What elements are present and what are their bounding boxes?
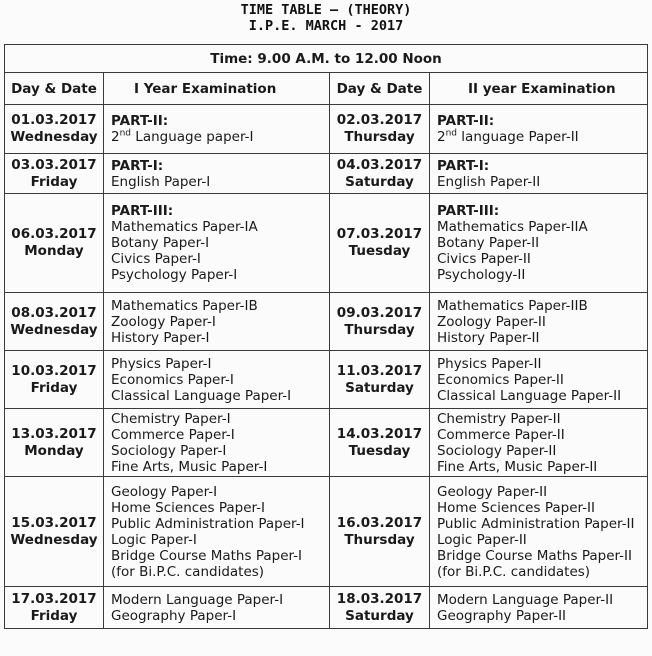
time-row [5, 45, 648, 73]
document-title [0, 2, 652, 34]
exam-date: 15.03.2017 [11, 514, 97, 531]
subject-line: Bridge Course Maths Paper-I [111, 547, 303, 564]
exam-weekday: Friday [30, 607, 78, 624]
first-year-exams-cell [104, 587, 330, 629]
second-year-exams-cell [430, 477, 648, 587]
exam-date: 04.03.2017 [336, 156, 423, 173]
subject-line: Home Sciences Paper-I [111, 499, 266, 516]
exam-weekday: Wednesday [10, 129, 98, 145]
col-header-date-2: Day & Date [330, 73, 430, 105]
exam-weekday: Thursday [344, 321, 415, 338]
subject-line: Home Sciences Paper-II [437, 499, 596, 516]
exam-weekday: Thursday [344, 129, 415, 145]
exam-date: 14.03.2017 [336, 425, 423, 442]
exam-weekday: Monday [24, 442, 84, 459]
second-year-exams-cell [430, 154, 648, 194]
subject-line: Sociology Paper-II [437, 442, 557, 459]
first-year-exams-cell [104, 194, 330, 293]
date-cell [5, 351, 104, 409]
second-year-exams-cell [430, 105, 648, 154]
subject-line: Logic Paper-I [111, 531, 197, 548]
exam-date: 18.03.2017 [336, 590, 423, 607]
subject-line: Public Administration Paper-I [111, 515, 305, 532]
col-header-first-year: I Year Examination [104, 73, 330, 105]
date-cell [5, 587, 104, 629]
exam-weekday: Monday [24, 243, 84, 259]
exam-weekday: Wednesday [10, 321, 98, 338]
subject-line: Geology Paper-II [437, 483, 548, 500]
subject-line: Chemistry Paper-I [111, 410, 231, 427]
exam-weekday: Thursday [344, 531, 415, 548]
date-cell [330, 409, 430, 477]
date-cell [5, 105, 104, 154]
ordinal-number: 2 [437, 129, 446, 145]
exam-date: 16.03.2017 [336, 514, 423, 531]
part-heading: PART-III: [437, 203, 500, 219]
subject-line: Economics Paper-II [437, 371, 564, 388]
subject-line: English Paper-II [437, 173, 541, 190]
exam-date: 13.03.2017 [11, 425, 97, 442]
subject-line: Psychology-II [437, 267, 526, 283]
exam-date: 01.03.2017 [11, 112, 97, 128]
subject-line: Physics Paper-I [111, 355, 212, 372]
subject-line: Zoology Paper-I [111, 313, 216, 330]
date-cell [5, 154, 104, 194]
subject-line [437, 129, 642, 145]
exam-date: 10.03.2017 [11, 362, 97, 379]
subject-line: Commerce Paper-I [111, 426, 235, 443]
date-cell [330, 293, 430, 351]
subject-line: Civics Paper-I [111, 251, 201, 267]
exam-weekday: Friday [30, 173, 78, 190]
part-heading: PART-II: [437, 113, 495, 129]
subject-line: Classical Language Paper-II [437, 387, 622, 404]
subject-line: Geography Paper-I [111, 607, 237, 624]
date-cell [5, 409, 104, 477]
schedule-row [5, 409, 648, 477]
col-header-date-1: Day & Date [5, 73, 104, 105]
second-year-exams-cell [430, 409, 648, 477]
subject-line: Mathematics Paper-IIB [437, 297, 588, 314]
subject-line: Commerce Paper-II [437, 426, 565, 443]
title-line-2: I.P.E. MARCH - 2017 [248, 18, 404, 34]
date-cell [330, 351, 430, 409]
schedule-row [5, 293, 648, 351]
date-cell [330, 587, 430, 629]
subject-line: (for Bi.P.C. candidates) [437, 563, 591, 580]
first-year-exams-cell [104, 293, 330, 351]
part-heading: PART-I: [437, 157, 490, 174]
exam-weekday: Saturday [345, 173, 414, 190]
exam-date: 11.03.2017 [336, 362, 423, 379]
exam-date: 02.03.2017 [336, 112, 423, 128]
part-heading: PART-II: [111, 113, 169, 129]
second-year-exams-cell [430, 194, 648, 293]
exam-date: 06.03.2017 [11, 226, 97, 242]
subject-line: Physics Paper-II [437, 355, 542, 372]
col-header-second-year: II year Examination [430, 73, 648, 105]
header-row [5, 73, 648, 105]
subject-text: Language paper-I [131, 129, 254, 145]
schedule-row [5, 477, 648, 587]
subject-line: Classical Language Paper-I [111, 387, 292, 404]
subject-line [111, 129, 324, 145]
schedule-row [5, 351, 648, 409]
title-line-1: TIME TABLE – (THEORY) [240, 2, 412, 18]
subject-text: language Paper-II [457, 129, 579, 145]
exam-date: 08.03.2017 [11, 304, 97, 321]
subject-line: Fine Arts, Music Paper-I [111, 458, 268, 475]
first-year-exams-cell [104, 477, 330, 587]
subject-line: Modern Language Paper-II [437, 591, 614, 608]
schedule-row [5, 194, 648, 293]
date-cell [330, 477, 430, 587]
second-year-exams-cell [430, 587, 648, 629]
timetable [4, 44, 648, 629]
subject-line: Mathematics Paper-IIA [437, 219, 588, 235]
subject-line: Chemistry Paper-II [437, 410, 561, 427]
first-year-exams-cell [104, 105, 330, 154]
schedule-row [5, 587, 648, 629]
subject-line: Botany Paper-II [437, 235, 540, 251]
schedule-row [5, 105, 648, 154]
date-cell [330, 154, 430, 194]
subject-line: Bridge Course Maths Paper-II [437, 547, 633, 564]
date-cell [5, 477, 104, 587]
subject-line: Psychology Paper-I [111, 267, 238, 283]
part-heading: PART-III: [111, 203, 174, 219]
exam-weekday: Tuesday [348, 442, 411, 459]
subject-line: Modern Language Paper-I [111, 591, 284, 608]
subject-line: Fine Arts, Music Paper-II [437, 458, 598, 475]
exam-weekday: Saturday [345, 379, 414, 396]
exam-time: Time: 9.00 A.M. to 12.00 Noon [5, 45, 648, 73]
date-cell [330, 194, 430, 293]
date-cell [330, 105, 430, 154]
subject-line: (for Bi.P.C. candidates) [111, 563, 265, 580]
part-heading: PART-I: [111, 157, 164, 174]
subject-line: Mathematics Paper-IB [111, 297, 258, 314]
subject-line: Botany Paper-I [111, 235, 210, 251]
exam-date: 03.03.2017 [11, 156, 97, 173]
first-year-exams-cell [104, 154, 330, 194]
subject-line: Civics Paper-II [437, 251, 531, 267]
ordinal-suffix: nd [119, 128, 132, 139]
exam-weekday: Wednesday [10, 531, 98, 548]
subject-line: Mathematics Paper-IA [111, 219, 258, 235]
subject-line: Economics Paper-I [111, 371, 234, 388]
ordinal-suffix: nd [445, 128, 458, 139]
first-year-exams-cell [104, 409, 330, 477]
exam-date: 09.03.2017 [336, 304, 423, 321]
date-cell [5, 194, 104, 293]
subject-line: Geology Paper-I [111, 483, 218, 500]
date-cell [5, 293, 104, 351]
subject-line: Zoology Paper-II [437, 313, 546, 330]
subject-line: Sociology Paper-I [111, 442, 227, 459]
exam-date: 17.03.2017 [11, 590, 97, 607]
exam-date: 07.03.2017 [336, 226, 423, 242]
subject-line: Public Administration Paper-II [437, 515, 635, 532]
second-year-exams-cell [430, 351, 648, 409]
ordinal-number: 2 [111, 129, 120, 145]
subject-line: History Paper-II [437, 329, 540, 346]
subject-line: English Paper-I [111, 173, 211, 190]
exam-weekday: Friday [30, 379, 78, 396]
first-year-exams-cell [104, 351, 330, 409]
exam-weekday: Tuesday [348, 243, 411, 259]
subject-line: Geography Paper-II [437, 607, 567, 624]
subject-line: History Paper-I [111, 329, 210, 346]
subject-line: Logic Paper-II [437, 531, 527, 548]
exam-weekday: Saturday [345, 607, 414, 624]
second-year-exams-cell [430, 293, 648, 351]
schedule-row [5, 154, 648, 194]
